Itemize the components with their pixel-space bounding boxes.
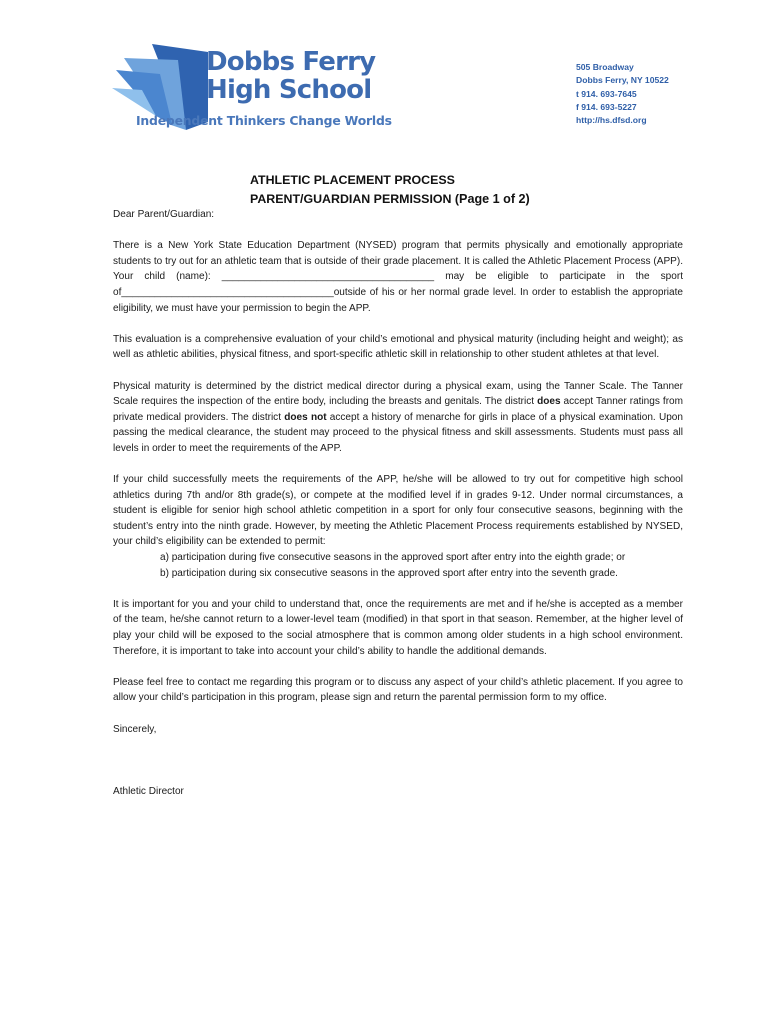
logo-tagline: Independent Thinkers Change Worlds <box>136 113 392 128</box>
address-fax: f 914. 693-5227 <box>576 101 637 112</box>
logo-line-2: High School <box>206 75 372 105</box>
address-phone: t 914. 693-7645 <box>576 88 637 99</box>
paragraph-evaluation: This evaluation is a comprehensive evaluation of your child’s emotional and physical maturity (including height and weight); as well as athletic abilities, physical fitness, and sport-specific athletic skill in relationship to other student athletes at that level. <box>113 333 683 361</box>
logo-wordmark <box>206 48 375 104</box>
heading-line-1: ATHLETIC PLACEMENT PROCESS <box>250 173 455 187</box>
paragraph-eligibility: If your child successfully meets the requirements of the APP, he/she will be allowed to try out for competitive high school athletics during 7th and/or 8th grade(s), or compete at the modified level if in grades 9-12. Under normal circumstances, a student is eligible for senior high school athletic competition in a sport for only four consecutive seasons, beginning with the student’s entry into the ninth grade. However, by meeting the Athletic Placement Process requirements established by NYSED, your child’s eligibility can be extended to permit: <box>113 474 683 548</box>
signature-space <box>113 753 683 784</box>
school-address <box>576 61 669 127</box>
logo-line-1: Dobbs Ferry <box>206 47 376 77</box>
p3-text-c: accept a history of menarche for girls in place of a physical examination. Upon passing the medical clearance, the student may proceed to the physical fitness and skill assessments. Students must pass all levels in order to meet the requirements of the APP. <box>113 411 683 454</box>
heading-permission: PARENT/GUARDIAN PERMISSION ( <box>250 192 460 206</box>
paragraph-physical-maturity <box>113 379 683 457</box>
p3-text-b: accept Tanner ratings from private medical providers. The district <box>113 396 683 423</box>
paragraph-program-intro: There is a New York State Education Department (NYSED) program that permits physically and emotionally appropriate students to try out for an athletic team that is outside of their grade placement. It is called the Athletic Placement Process (APP). Your child (name): ______________________________________ may be eligible to participate in the sport of______________________________________outside of his or her normal grade level. In order to establish the appropriate eligibility, we must have your permission to begin the APP. <box>113 240 683 314</box>
address-city: Dobbs Ferry, NY 10522 <box>576 75 669 86</box>
address-website: http://hs.dfsd.org <box>576 115 647 126</box>
p3-bold-does: does <box>537 396 561 408</box>
signature-title: Athletic Director <box>113 785 184 797</box>
list-item-b: b) participation during six consecutive seasons in the approved sport after entry into the seventh grade. <box>160 567 618 579</box>
p3-bold-does-not: does not <box>284 411 327 423</box>
closing: Sincerely, <box>113 723 157 735</box>
address-street: 505 Broadway <box>576 62 634 72</box>
p3-text-a: Physical maturity is determined by the district medical director during a physical exam, using the Tanner Scale. The Tanner Scale requires the inspection of the entire body, including the breasts and genitals. The district <box>113 380 683 408</box>
paragraph-team-level: It is important for you and your child to understand that, once the requirements are met and if he/she is accepted as a member of the team, he/she cannot return to a lower-level team (modified) in that sport in that season. Remember, at the higher level of play your child will be exposed to the social atmosphere that is common among older students in a high school environment. Therefore, it is important to take into account your child’s ability to handle the additional demands. <box>113 598 683 657</box>
letter-body <box>113 207 683 815</box>
list-item-a: a) participation during five consecutive seasons in the approved sport after entry into the eighth grade; or <box>160 552 626 564</box>
paragraph-contact: Please feel free to contact me regarding this program or to discuss any aspect of your child’s athletic placement. If you agree to allow your child’s participation in this program, please sign and return the parental permission form to my office. <box>113 676 683 704</box>
document-heading <box>250 171 530 209</box>
salutation: Dear Parent/Guardian: <box>113 209 215 220</box>
school-logo <box>112 44 392 134</box>
heading-page-number: Page 1 of 2) <box>459 192 530 206</box>
